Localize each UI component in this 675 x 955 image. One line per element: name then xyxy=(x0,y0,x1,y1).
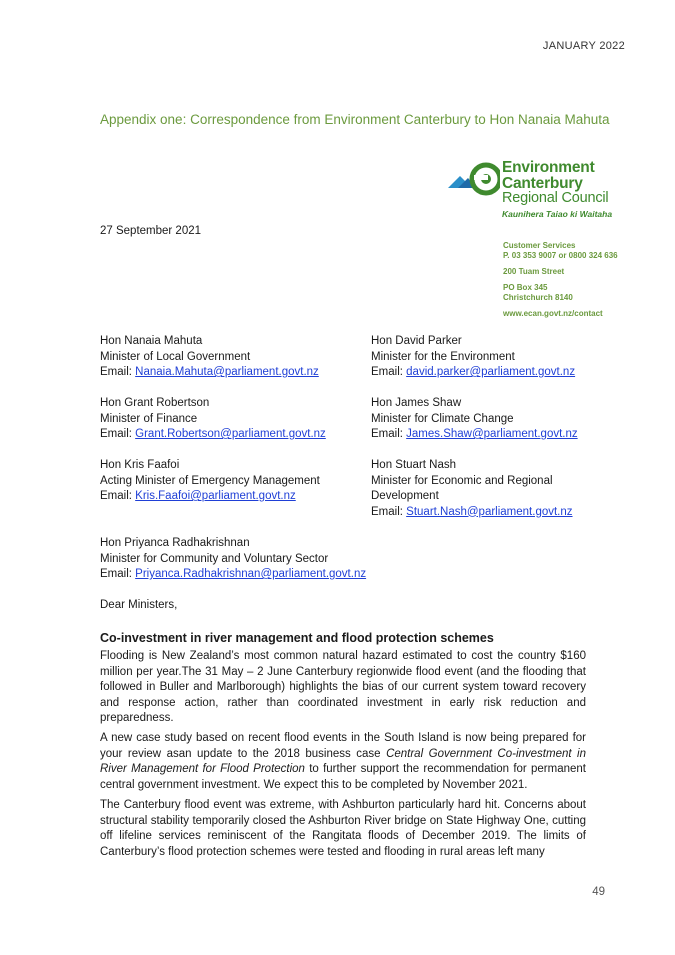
appendix-title: Appendix one: Correspondence from Environment Canterbury to Hon Nanaia Mahuta xyxy=(100,112,610,127)
email-label: Email: xyxy=(371,366,407,378)
paragraph-2-text-a: A new case study based on recent flood events in the South Island is now being prepared for your review asan update to the 2018 business case xyxy=(100,732,586,760)
email-label: Email: xyxy=(371,505,407,518)
contact-street: 200 Tuam Street xyxy=(503,267,565,276)
paragraph-2-text-b: to further support the recommendation for permanent central government investment. We expect this to be completed by November 2021. xyxy=(100,763,586,791)
recipient-role: Minister for the Environment xyxy=(371,350,515,363)
email-label: Email: xyxy=(100,490,136,502)
header-date: JANUARY 2022 xyxy=(542,40,625,52)
contact-po-box: PO Box 345 xyxy=(503,283,548,292)
logo-tagline: Kaunihera Taiao ki Waitaha xyxy=(502,209,613,219)
paragraph-3: The Canterbury flood event was extreme, with Ashburton particularly hard hit. Concerns about structural stability temporarily closed the Ashburton River bridge on State Highway One, cutting off lifeline services reminiscent of the Rangitata floods of December 2019. The limits of Canterbury’s flood protection schemes were tested and flooding in rural areas left many xyxy=(100,799,586,858)
recipient-role: Minister for Climate Change xyxy=(371,412,514,425)
recipient-email-link[interactable]: James.Shaw@parliament.govt.nz xyxy=(406,428,578,440)
recipient-faafoi xyxy=(100,458,320,505)
logo-line-environment: Environment xyxy=(502,159,595,176)
recipient-email-link[interactable]: david.parker@parliament.govt.nz xyxy=(406,366,576,378)
recipient-name: Hon James Shaw xyxy=(371,397,462,409)
recipient-role: Acting Minister of Emergency Management xyxy=(100,474,320,487)
recipient-name: Hon David Parker xyxy=(371,335,462,347)
paragraph-1: Flooding is New Zealand’s most common natural hazard estimated to cost the country $160 million per year.The 31 May – 2 June Canterbury regionwide flood event (and the flooding that followed in Buller and Marlborough) highlights the bias of our current system toward recovery and response action, rather than coordinated investment in early risk reduction and preparedness. xyxy=(100,650,586,724)
recipient-name: Hon Grant Robertson xyxy=(100,397,210,409)
recipient-name: Hon Kris Faafoi xyxy=(100,459,180,471)
recipient-radhakrishnan xyxy=(100,536,366,583)
paragraph-2 xyxy=(100,731,586,793)
recipient-shaw xyxy=(371,396,578,443)
section-heading: Co-investment in river management and flood protection schemes xyxy=(100,631,494,645)
recipient-role: Minister for Community and Voluntary Sector xyxy=(100,552,329,565)
logo-line-canterbury: Canterbury xyxy=(502,174,583,192)
ecan-logo-text xyxy=(502,160,608,207)
recipient-name: Hon Nanaia Mahuta xyxy=(100,335,203,347)
recipient-mahuta xyxy=(100,334,319,381)
recipient-email-link[interactable]: Stuart.Nash@parliament.govt.nz xyxy=(406,505,573,518)
business-case-title: Central Government Co-investment in River Management for Flood Protection xyxy=(100,747,587,775)
salutation: Dear Ministers, xyxy=(100,599,178,611)
email-label: Email: xyxy=(100,568,136,580)
recipient-email-link[interactable]: Priyanca.Radhakrishnan@parliament.govt.nz xyxy=(135,568,367,580)
letter-date: 27 September 2021 xyxy=(100,225,202,237)
recipient-email-link[interactable]: Nanaia.Mahuta@parliament.govt.nz xyxy=(135,366,319,378)
email-label: Email: xyxy=(371,428,407,440)
recipient-nash xyxy=(371,458,591,520)
email-label: Email: xyxy=(100,366,136,378)
recipient-robertson xyxy=(100,396,326,443)
recipient-parker xyxy=(371,334,575,381)
contact-website[interactable]: www.ecan.govt.nz/contact xyxy=(503,309,603,318)
email-label: Email: xyxy=(100,428,136,440)
recipient-role: Minister of Local Government xyxy=(100,350,251,363)
recipient-email-link[interactable]: Kris.Faafoi@parliament.govt.nz xyxy=(135,490,296,502)
recipient-name: Hon Stuart Nash xyxy=(371,459,457,471)
contact-block xyxy=(503,241,633,325)
page-number: 49 xyxy=(592,886,605,898)
contact-city: Christchurch 8140 xyxy=(503,293,573,302)
recipient-email-link[interactable]: Grant.Robertson@parliament.govt.nz xyxy=(135,428,326,440)
recipient-name: Hon Priyanca Radhakrishnan xyxy=(100,537,250,549)
recipient-role: Minister of Finance xyxy=(100,412,198,425)
contact-label: Customer Services xyxy=(503,241,576,250)
logo-line-regional-council: Regional Council xyxy=(502,190,609,206)
recipient-role: Minister for Economic and Regional Development xyxy=(371,474,553,502)
ecan-logo xyxy=(448,160,628,222)
contact-phone: P. 03 353 9007 or 0800 324 636 xyxy=(503,251,618,260)
ecan-logo-mark-icon xyxy=(448,162,500,198)
